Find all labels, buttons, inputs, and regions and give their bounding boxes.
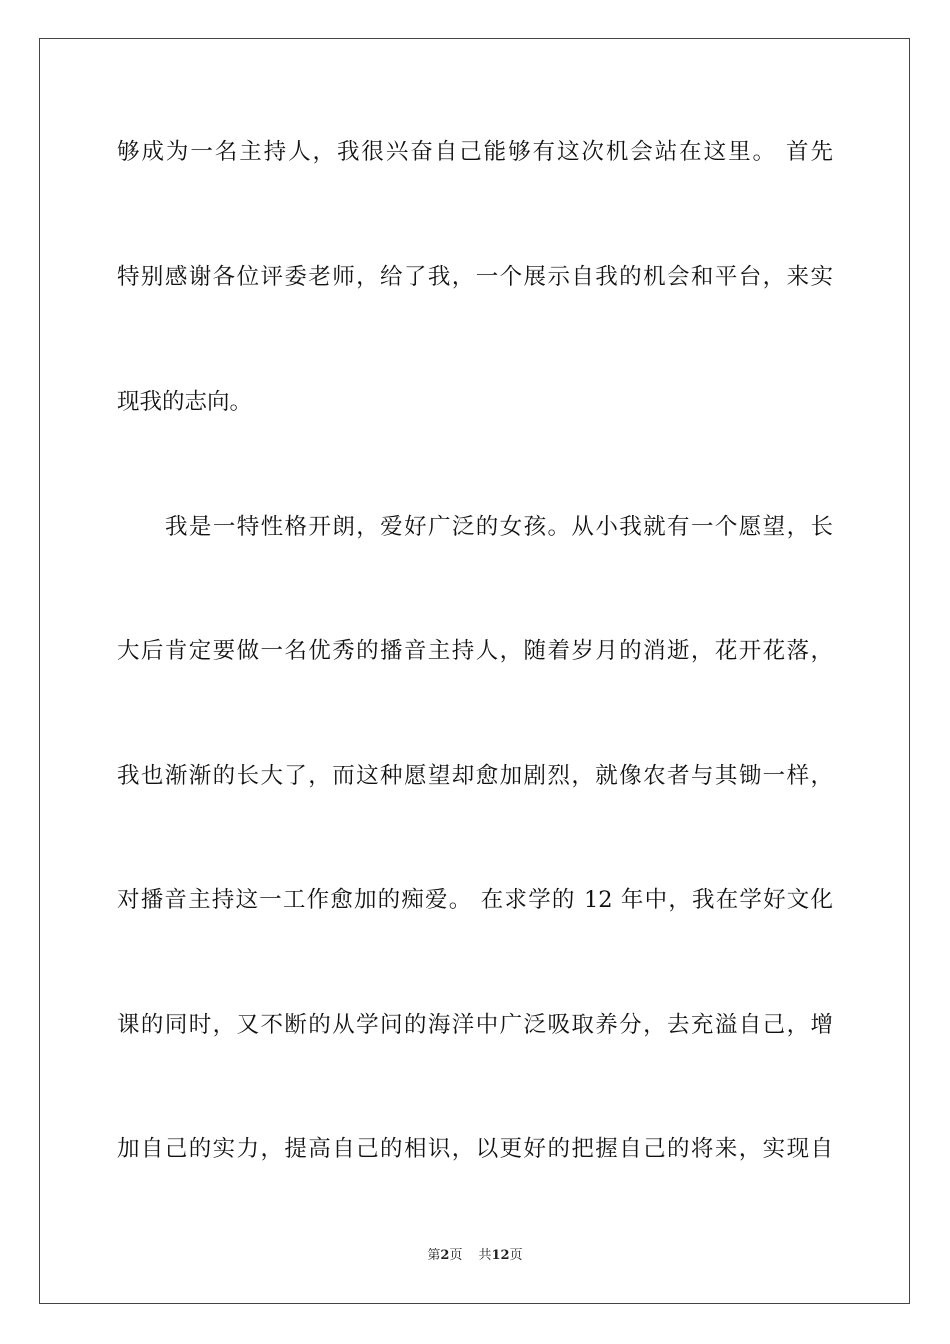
total-suffix: 页 <box>509 1248 523 1263</box>
text-line-2: 特别感谢各位评委老师，给了我，一个展示自我的机会和平台，来实 <box>117 264 833 290</box>
page-number: 2 <box>440 1248 450 1263</box>
page-prefix: 第 <box>427 1248 441 1263</box>
text-line-1: 够成为一名主持人，我很兴奋自己能够有这次机会站在这里。 首先 <box>117 139 833 165</box>
text-line-9: 加自己的实力，提高自己的相识，以更好的把握自己的将来，实现自 <box>117 1136 833 1162</box>
text-line-3: 现我的志向。 <box>117 389 253 415</box>
page-suffix: 页 <box>449 1248 463 1263</box>
text-line-4: 我是一特性格开朗，爱好广泛的女孩。从小我就有一个愿望，长 <box>165 514 833 540</box>
total-prefix: 共 <box>478 1248 492 1263</box>
page-border <box>39 38 910 1304</box>
text-line-7: 对播音主持这一工作愈加的痴爱。 在求学的 12 年中，我在学好文化 <box>117 887 833 913</box>
total-pages: 12 <box>491 1248 510 1263</box>
text-line-8: 课的同时，又不断的从学问的海洋中广泛吸取养分，去充溢自己，增 <box>117 1012 833 1038</box>
page-footer <box>0 1246 950 1266</box>
text-line-6: 我也渐渐的长大了，而这种愿望却愈加剧烈，就像农者与其锄一样， <box>117 763 833 789</box>
text-line-5: 大后肯定要做一名优秀的播音主持人，随着岁月的消逝，花开花落， <box>117 638 833 664</box>
